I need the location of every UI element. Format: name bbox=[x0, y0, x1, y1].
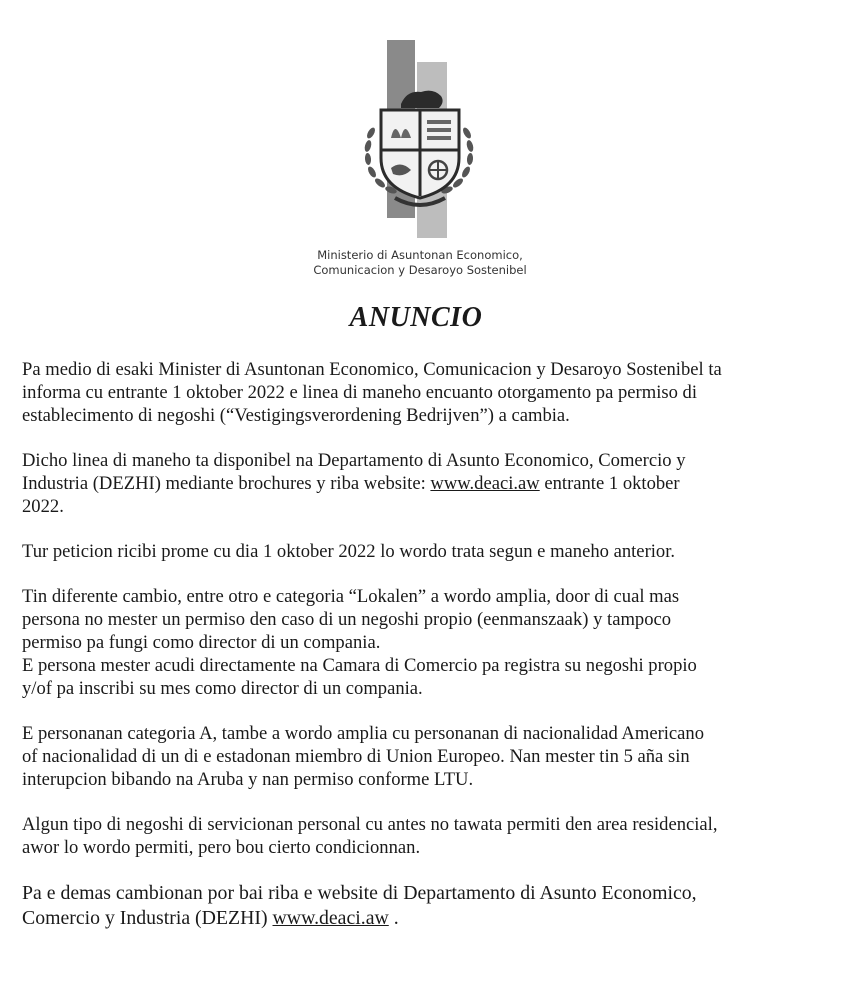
paragraph-4-line-4: E persona mester acudi directamente na Camara di Comercio pa registra su negoshi propio bbox=[22, 655, 697, 676]
paragraph-2 bbox=[22, 449, 837, 518]
paragraph-7-line-2-text: Comercio y Industria (DEZHI) bbox=[22, 907, 273, 929]
paragraph-3 bbox=[22, 540, 837, 563]
paragraph-7-line-1: Pa e demas cambionan por bai riba e website di Departamento di Asunto Economico, bbox=[22, 882, 697, 904]
paragraph-5 bbox=[22, 722, 837, 791]
paragraph-1-line-3: establecimento di negoshi (“Vestigingsverordening Bedrijven”) a cambia. bbox=[22, 405, 570, 426]
paragraph-3-line-1: Tur peticion ricibi prome cu dia 1 oktober 2022 lo wordo trata segun e maneho anterior. bbox=[22, 541, 676, 562]
paragraph-6-line-2: awor lo wordo permiti, pero bou cierto condicionnan. bbox=[22, 837, 421, 858]
announcement-body bbox=[22, 358, 837, 953]
paragraph-6 bbox=[22, 813, 837, 859]
announcement-title: ANUNCIO bbox=[349, 302, 483, 333]
paragraph-5-line-2: of nacionalidad di un di e estadonan miembro di Union Europeo. Nan mester tin 5 aña sin bbox=[22, 746, 690, 767]
paragraph-1-line-2: informa cu entrante 1 oktober 2022 e linea di maneho encuanto otorgamento pa permiso di bbox=[22, 382, 698, 403]
paragraph-5-line-3: interupcion bibando na Aruba y nan permiso conforme LTU. bbox=[22, 769, 474, 790]
ministry-name-line-2: Comunicacion y Desaroyo Sostenibel bbox=[313, 263, 527, 277]
paragraph-5-line-1: E personanan categoria A, tambe a wordo amplia cu personanan di nacionalidad Americano bbox=[22, 723, 705, 744]
ministry-name bbox=[300, 248, 540, 278]
paragraph-2-line-1: Dicho linea di maneho ta disponibel na Departamento di Asunto Economico, Comercio y bbox=[22, 450, 686, 471]
paragraph-1-line-1: Pa medio di esaki Minister di Asuntonan Economico, Comunicacion y Desaroyo Sostenibel ta bbox=[22, 359, 722, 380]
paragraph-2-line-2 bbox=[22, 472, 837, 495]
paragraph-4-line-1: Tin diferente cambio, entre otro e categoria “Lokalen” a wordo amplia, door di cual mas bbox=[22, 586, 680, 607]
paragraph-2-line-3: 2022. bbox=[22, 496, 64, 517]
website-link[interactable]: www.deaci.aw bbox=[430, 473, 540, 494]
paragraph-7-line-2-tail: . bbox=[388, 907, 399, 929]
paragraph-7-line-2 bbox=[22, 906, 837, 931]
paragraph-4-line-3: permiso pa fungi como director di un compania. bbox=[22, 632, 381, 653]
paragraph-4-line-5: y/of pa inscribi su mes como director di un compania. bbox=[22, 678, 423, 699]
coat-of-arms-logo bbox=[355, 38, 485, 238]
paragraph-1 bbox=[22, 358, 837, 427]
paragraph-6-line-1: Algun tipo di negoshi di servicionan personal cu antes no tawata permiti den area residencial, bbox=[22, 814, 718, 835]
paragraph-4 bbox=[22, 585, 837, 700]
paragraph-4-line-2: persona no mester un permiso den caso di un negoshi propio (eenmanszaak) y tampoco bbox=[22, 609, 672, 630]
ministry-name-line-1: Ministerio di Asuntonan Economico, bbox=[317, 248, 523, 262]
paragraph-2-line-2-text: Industria (DEZHI) mediante brochures y riba website: bbox=[22, 473, 431, 494]
website-link-2[interactable]: www.deaci.aw bbox=[272, 907, 389, 929]
paragraph-2-line-2-tail: entrante 1 oktober bbox=[539, 473, 680, 494]
paragraph-7 bbox=[22, 881, 837, 931]
